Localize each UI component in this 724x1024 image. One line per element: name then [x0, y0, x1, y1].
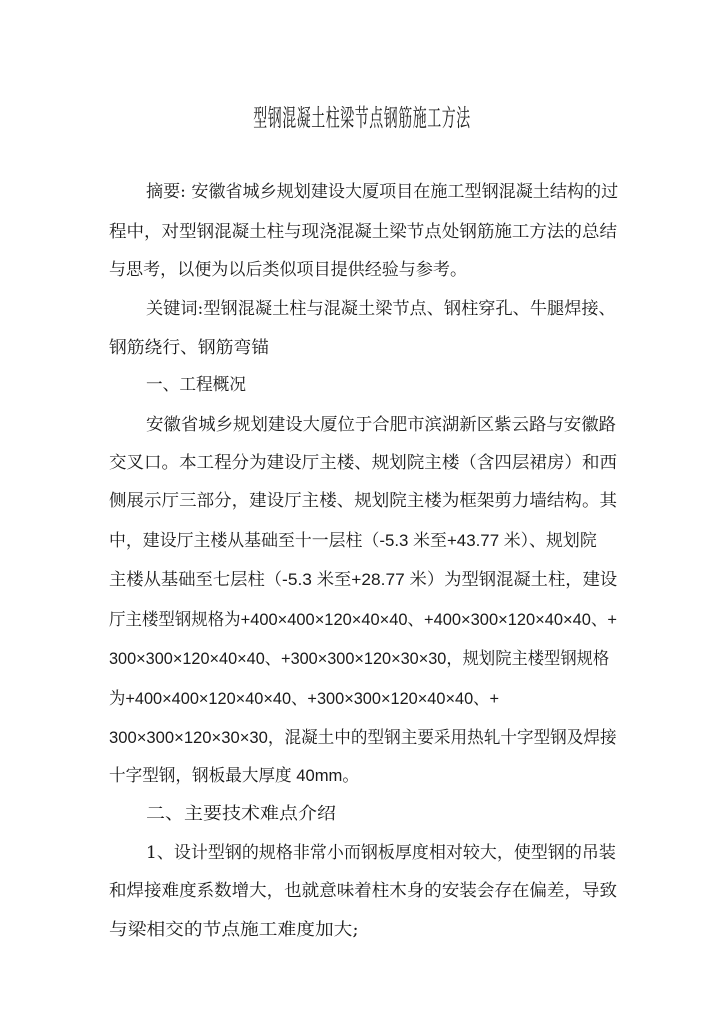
- paragraph-line-7: 300×300×120×40×40、+300×300×120×30×30，规划院主楼型钢规格: [109, 649, 610, 668]
- paragraph-line-3: 侧展示厅三部分，建设厅主楼、规划院主楼为框架剪力墙结构。其: [109, 491, 617, 511]
- difficulty-line-3: 与梁相交的节点施工难度加大;: [109, 920, 359, 940]
- paragraph-line-6: 厅主楼型钢规格为+400×400×120×40×40、+400×300×120×40×40、+: [109, 610, 618, 629]
- section-heading-1: 一、工程概况: [146, 375, 247, 395]
- abstract-line-2: 程中，对型钢混凝土柱与现浇混凝土梁节点处钢筋施工方法的总结: [109, 222, 617, 242]
- paragraph-line-1: 安徽省城乡规划建设大厦位于合肥市滨湖新区紫云路与安徽路: [146, 415, 617, 435]
- keywords-line-1: 关键词:型钢混凝土柱与混凝土梁节点、钢柱穿孔、牛腿焊接、: [146, 299, 616, 319]
- difficulty-line-1: 1、设计型钢的规格非常小而钢板厚度相对较大，使型钢的吊装: [146, 843, 616, 863]
- paragraph-line-8: 为+400×400×120×40×40、+300×300×120×40×40、+: [109, 689, 500, 708]
- paragraph-line-5: 主楼从基础至七层柱（-5.3 米至+28.77 米）为型钢混凝土柱，建设: [109, 570, 618, 589]
- paragraph-line-2: 交叉口。本工程分为建设厅主楼、规划院主楼（含四层裙房）和西: [109, 453, 617, 473]
- keywords-line-2: 钢筋绕行、钢筋弯锚: [109, 338, 270, 358]
- abstract-line-1: 摘要: 安徽省城乡规划建设大厦项目在施工型钢混凝土结构的过: [146, 182, 619, 202]
- section-heading-2: 二、主要技术难点介绍: [146, 804, 336, 824]
- paragraph-line-10: 十字型钢，钢板最大厚度 40mm。: [109, 766, 359, 785]
- document-title: 型钢混凝土柱梁节点钢筋施工方法: [253, 104, 471, 132]
- abstract-line-3: 与思考，以便为以后类似项目提供经验与参考。: [109, 260, 467, 280]
- paragraph-line-9: 300×300×120×30×30，混凝土中的型钢主要采用热轧十字型钢及焊接: [109, 728, 617, 747]
- difficulty-line-2: 和焊接难度系数增大，也就意味着柱木身的安装会存在偏差，导致: [109, 881, 617, 901]
- paragraph-line-4: 中，建设厅主楼从基础至十一层柱（-5.3 米至+43.77 米）、规划院: [109, 531, 597, 550]
